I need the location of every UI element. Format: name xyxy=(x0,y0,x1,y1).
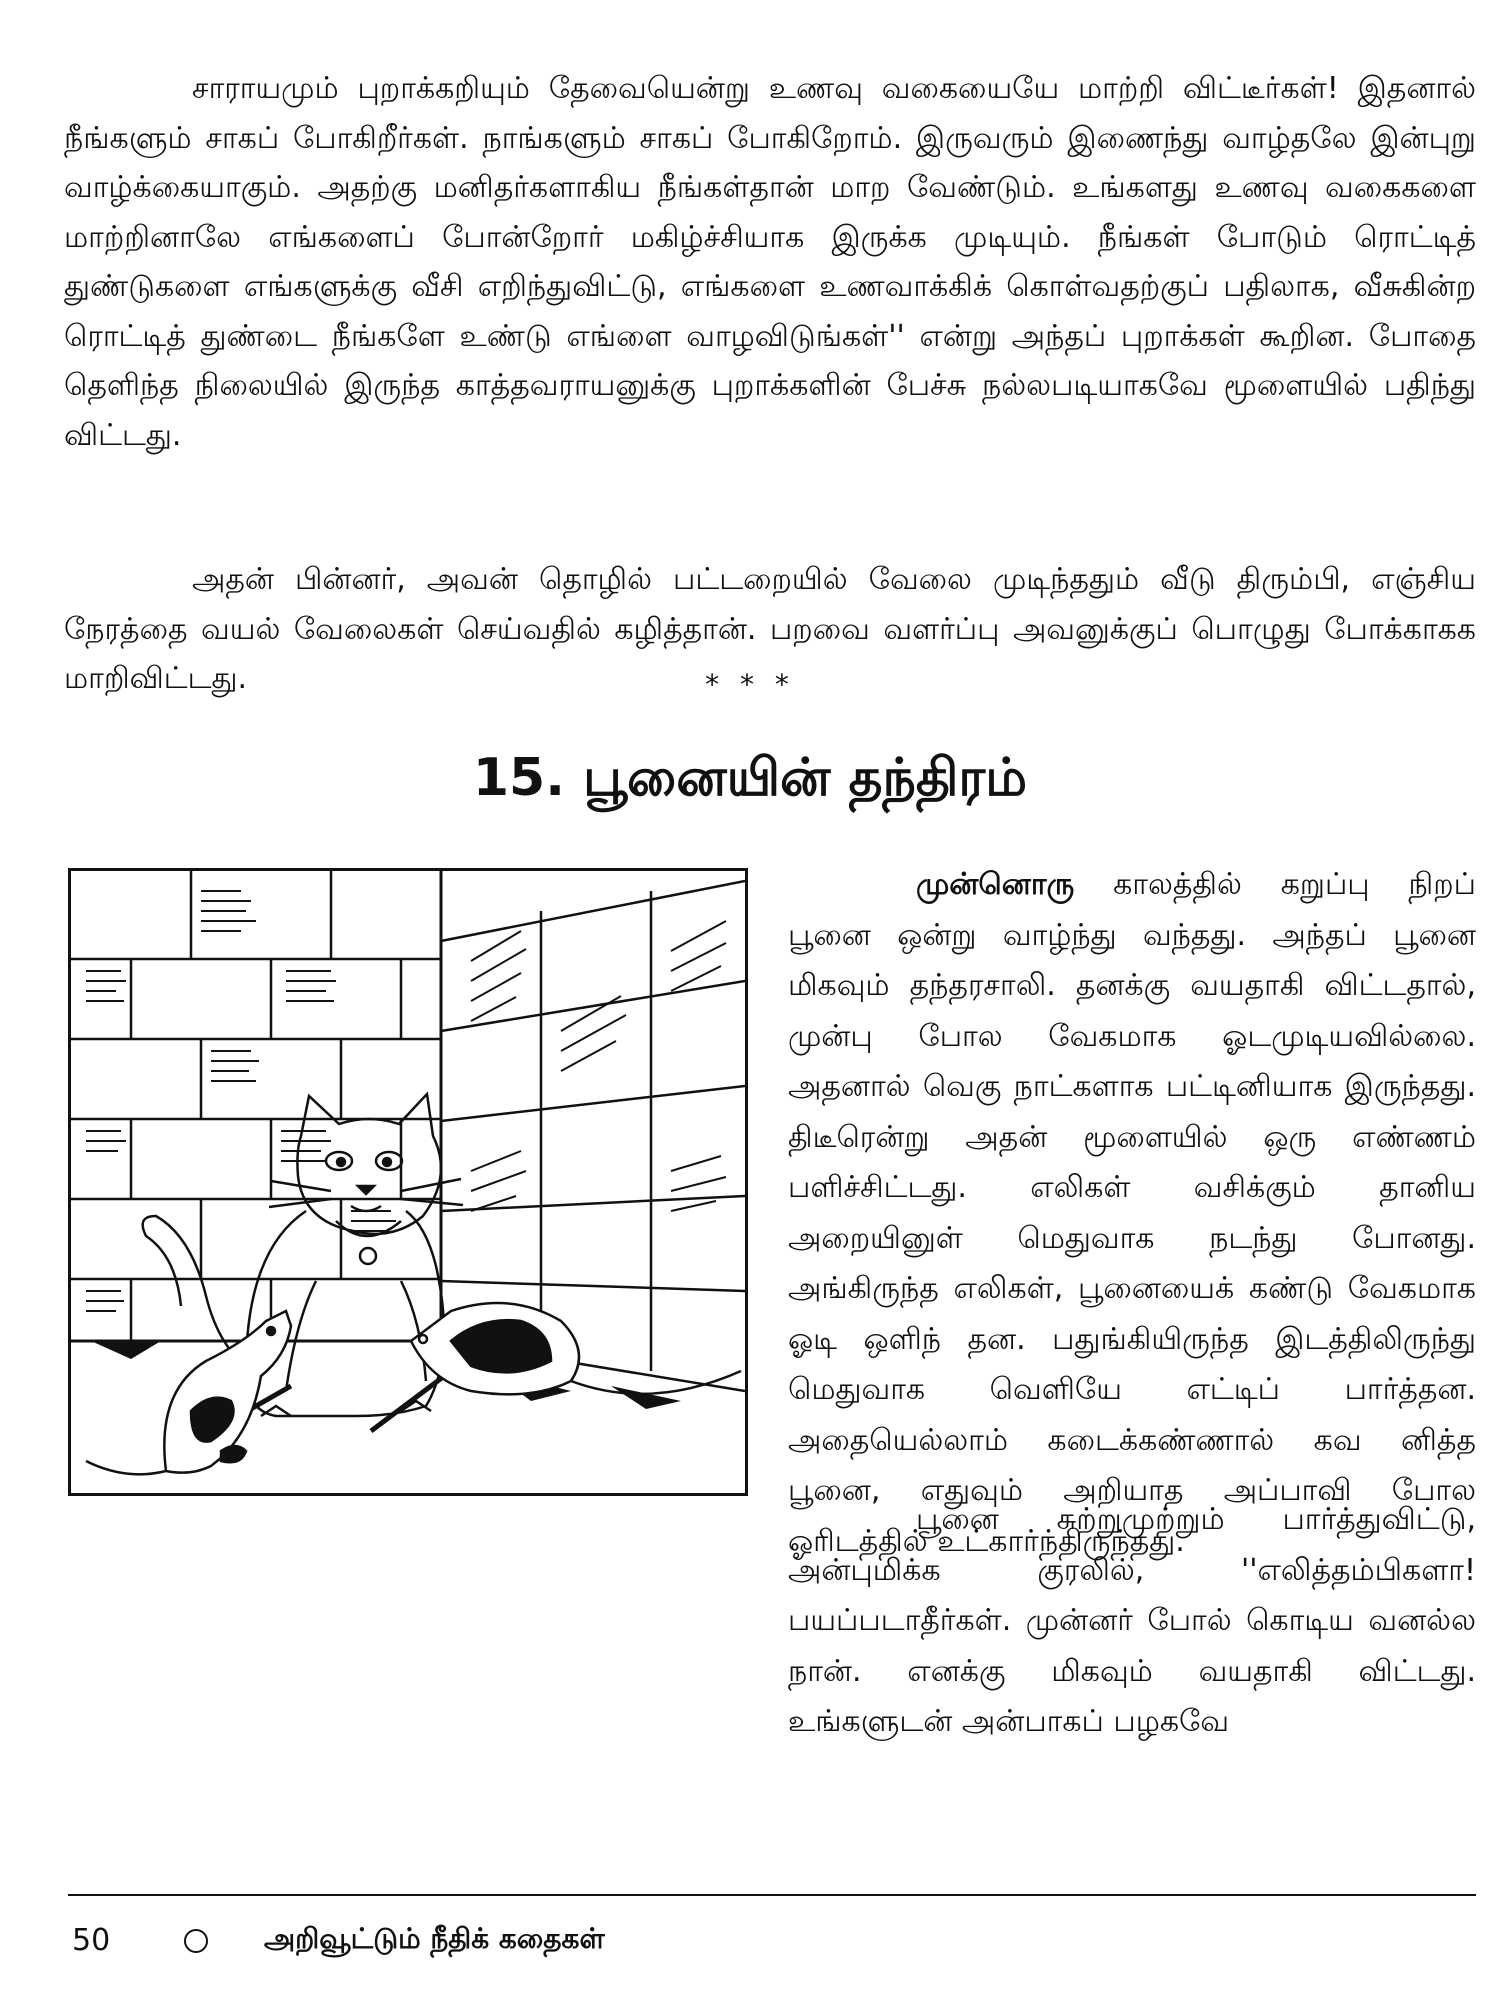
mouse-icon xyxy=(411,1303,741,1394)
book-title: அறிவூட்டும் நீதிக் கதைகள் xyxy=(264,1922,605,1955)
paragraph-1: சாராயமும் புறாக்கறியும் தேவையென்று உணவு வகையையே மாற்றி விட்டீர்கள்! இதனால் நீங்களும் சாகப் போகிறீர்கள். நாங்களும் சாகப் போகிறோம். இருவரும் இணைந்து வாழ்தலே இன்புறு வாழ்க்கையாகும். அதற்கு மனிதர்களாகிய நீங்கள்தான் மாற வேண்டும். உங்களது உணவு வகைகளை மாற்றினாலே எங்களைப் போன்றோர் மகிழ்ச்சியாக இருக்க முடியும். நீங்கள் போடும் ரொட்டித் துண்டுகளை எங்களுக்கு வீசி எறிந்துவிட்டு, எங்களை உணவாக்கிக் கொள்வதற்குப் பதிலாக, வீசுகின்ற ரொட்டித் துண்டை நீங்களே உண்டு எங்ளை வாழவிடுங்கள்'' என்று அந்தப் புறாக்கள் கூறின. போதை தெளிந்த நிலையில் இருந்த காத்தவராயனுக்கு புறாக்களின் பேச்சு நல்லபடியாகவே மூளையில் பதிந்து விட்டது. xyxy=(64,71,1476,453)
cat-and-mice-illustration xyxy=(68,868,748,1496)
illustration-drawing xyxy=(71,871,745,1493)
page-footer xyxy=(72,1922,605,1959)
first-word: முன்னொரு xyxy=(916,867,1075,902)
paragraph-text: காலத்தில் கறுப்பு நிறப் பூனை ஒன்று வாழ்ந்து வந்தது. அந்தப் பூனை மிகவும் தந்தரசாலி. தனக்கு வயதாகி விட்டதால், முன்பு போல வேகமாக ஓடமுடியவில்லை. அதனால் வெகு நாட்களாக பட்டினியாக இருந்தது. திடீரென்று அதன் மூளையில் ஒரு எண்ணம் பளிச்சிட்டது. எலிகள் வசிக்கும் தானிய அறையினுள் மெதுவாக நடந்து போனது. அங்கிருந்த எலிகள், பூனையைக் கண்டு வேகமாக ஓடி ஒளிந் தன. பதுங்கியிருந்த இடத்திலிருந்து மெதுவாக வெளியே எட்டிப் பார்த்தன. அதையெல்லாம் கடைக்கண்ணால் கவ னித்த பூனை, எதுவும் அறியாத அப்பாவி போல ஓரிடத்தில் உட்கார்ந்திருந்தது. xyxy=(788,867,1476,1559)
paragraph-2: அதன் பின்னர், அவன் தொழில் பட்டறையில் வேலை முடிந்ததும் வீடு திரும்பி, எஞ்சிய நேரத்தை வயல் வேலைகள் செய்வதில் கழித்தான். பறவை வளர்ப்பு அவனுக்குப் பொழுது போக்காகக மாறிவிட்டது. xyxy=(64,562,1476,696)
circle-icon xyxy=(184,1929,208,1953)
footer-rule xyxy=(68,1894,1476,1896)
chapter-paragraph-2: பூனை சுற்றுமுற்றும் பார்த்துவிட்டு, அன்புமிக்க குரலில், ''எலித்தம்பிகளா! பயப்படாதீர்கள். முன்னர் போல் கொடிய வனல்ல நான். எனக்கு மிகவும் வயதாகி விட்டது. உங்களுடன் அன்பாகப் பழகவே xyxy=(788,1502,1476,1739)
chapter-title: 15. பூனையின் தந்திரம் xyxy=(472,748,1028,808)
mouse-icon xyxy=(86,1311,291,1474)
page-number: 50 xyxy=(72,1923,111,1958)
section-separator: * * * xyxy=(705,668,795,701)
chapter-paragraph-1 xyxy=(788,860,1476,1567)
